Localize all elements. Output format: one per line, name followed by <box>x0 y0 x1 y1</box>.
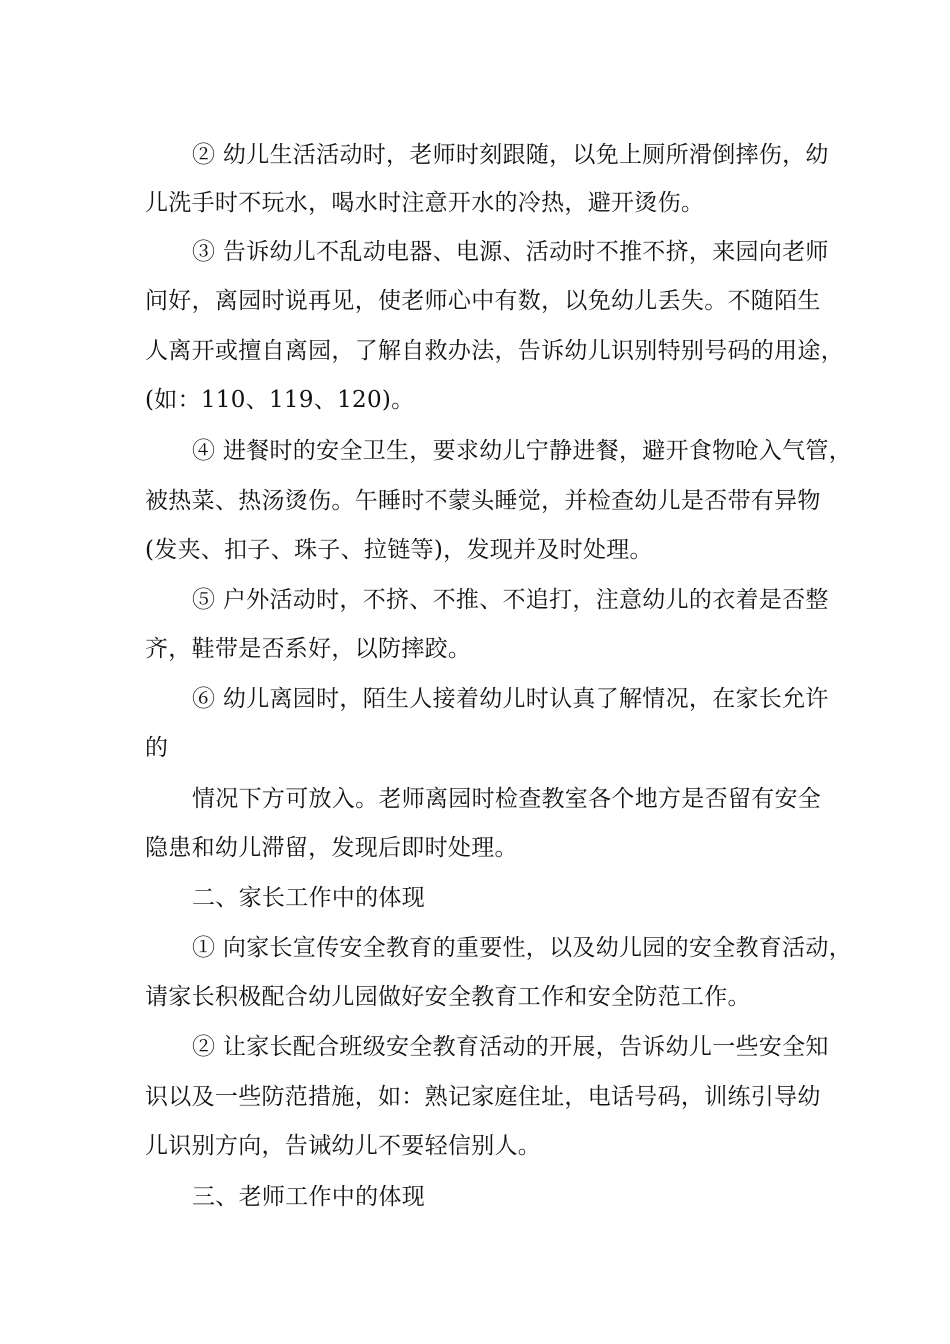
paragraph-line: 的 <box>145 735 169 761</box>
paragraph-line: ⑤ 户外活动时，不挤、不推、不追打，注意幼儿的衣着是否整 <box>192 587 829 613</box>
paragraph-line: 齐，鞋带是否系好，以防摔跤。 <box>145 636 472 662</box>
paragraph-line: ⑥ 幼儿离园时，陌生人接着幼儿时认真了解情况，在家长允许 <box>192 686 829 712</box>
paragraph-line: 人离开或擅自离园，了解自救办法，告诉幼儿识别特别号码的用途， <box>145 338 844 364</box>
paragraph-line: 请家长积极配合幼儿园做好安全教育工作和安全防范工作。 <box>145 984 751 1010</box>
paragraph-line: (如：110、119、120)。 <box>145 387 415 413</box>
section-heading: 三、老师工作中的体现 <box>192 1184 425 1210</box>
paragraph-line: (发夹、扣子、珠子、拉链等)，发现并及时处理。 <box>145 537 653 563</box>
section-heading: 二、家长工作中的体现 <box>192 885 425 911</box>
paragraph-line: 识以及一些防范措施，如：熟记家庭住址，电话号码，训练引导幼 <box>145 1084 821 1110</box>
paragraph-line: 儿洗手时不玩水，喝水时注意开水的冷热，避开烫伤。 <box>145 190 705 216</box>
paragraph-line: ① 向家长宣传安全教育的重要性，以及幼儿园的安全教育活动， <box>192 935 853 961</box>
paragraph-line: ② 幼儿生活活动时，老师时刻跟随，以免上厕所滑倒摔伤，幼 <box>192 142 829 168</box>
paragraph-line: ② 让家长配合班级安全教育活动的开展，告诉幼儿一些安全知 <box>192 1034 829 1060</box>
paragraph-line: 儿识别方向，告诫幼儿不要轻信别人。 <box>145 1133 542 1159</box>
paragraph-line: ④ 进餐时的安全卫生，要求幼儿宁静进餐，避开食物呛入气管， <box>192 438 853 464</box>
paragraph-line: 情况下方可放入。老师离园时检查教室各个地方是否留有安全 <box>192 786 822 812</box>
paragraph-line: 被热菜、热汤烫伤。午睡时不蒙头睡觉，并检查幼儿是否带有异物 <box>145 488 821 514</box>
paragraph-line: 问好，离园时说再见，使老师心中有数，以免幼儿丢失。不随陌生 <box>145 288 821 314</box>
paragraph-line: ③ 告诉幼儿不乱动电器、电源、活动时不推不挤，来园向老师 <box>192 239 829 265</box>
paragraph-line: 隐患和幼儿滞留，发现后即时处理。 <box>145 835 518 861</box>
